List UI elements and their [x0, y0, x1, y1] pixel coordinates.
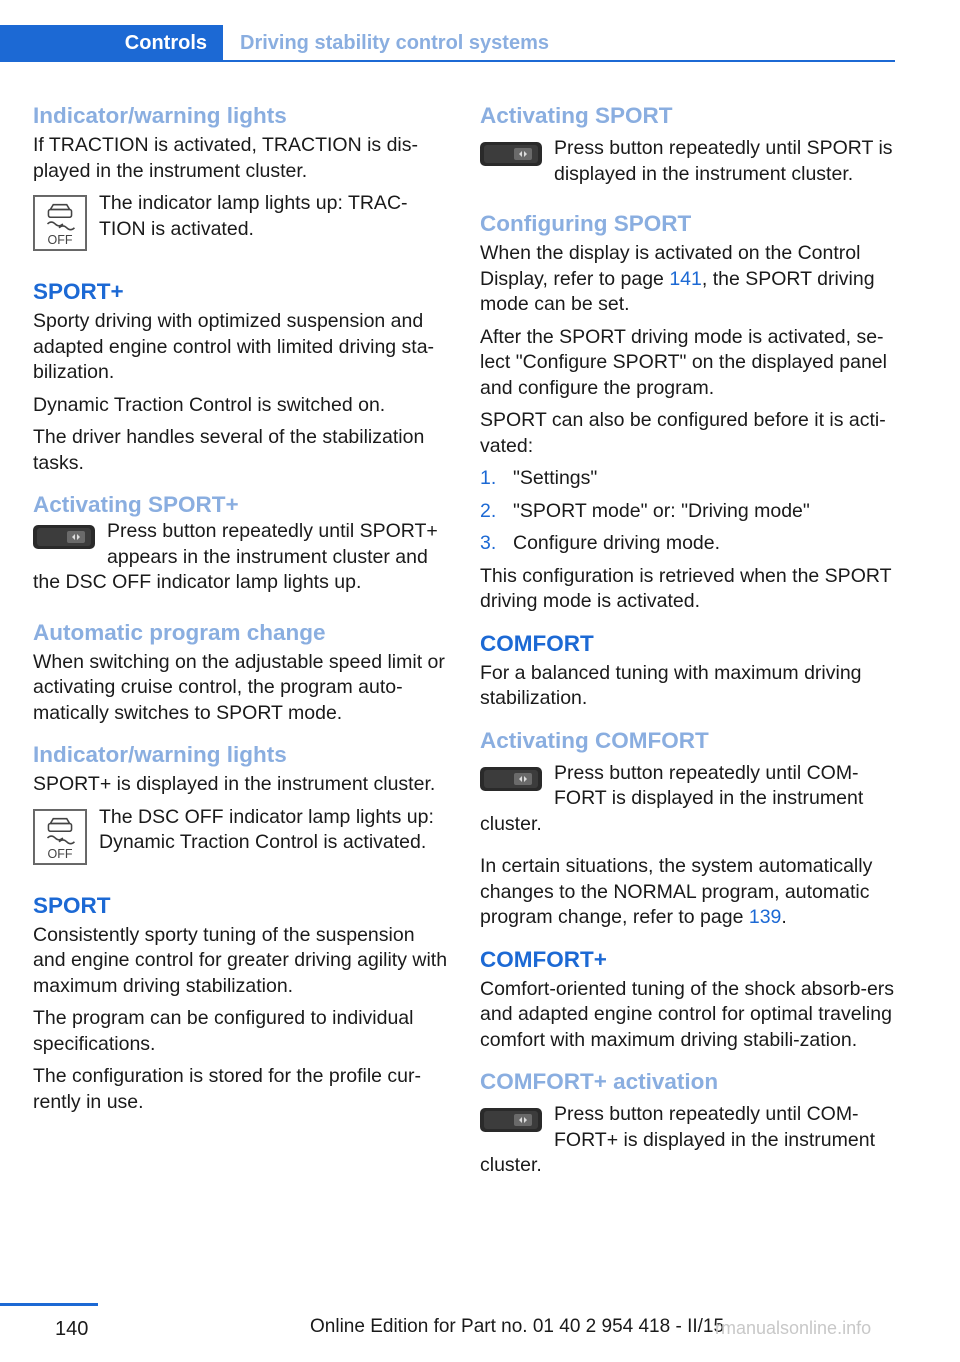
list-item: 3. Configure driving mode.: [480, 532, 721, 554]
footer-rule: [0, 1303, 98, 1306]
paragraph: Press button repeatedly until COM‐FORT+ is displayed in the instrument cluster.: [480, 1103, 875, 1176]
list-item: 2. "SPORT mode" or: "Driving mode": [480, 499, 810, 522]
heading-indicator-lights-1: Indicator/warning lights: [33, 103, 287, 128]
paragraph: Press button repeatedly until COM‐FORT is displayed in the instrument cluster.: [480, 761, 864, 835]
icon-text: OFF: [47, 233, 73, 248]
heading-sport: SPORT: [33, 892, 111, 918]
chapter-title: Driving stability control systems: [240, 32, 549, 54]
driving-experience-switch-icon: [480, 765, 542, 793]
list-item: 1. "Settings": [480, 467, 598, 489]
paragraph: The indicator lamp lights up: TRAC‐TION is activated.: [99, 192, 408, 240]
heading-comfort: COMFORT: [480, 630, 594, 656]
heading-activating-sport-plus: Activating SPORT+: [33, 492, 239, 517]
page-header: [0, 25, 895, 62]
paragraph: When switching on the adjustable speed limit or activating cruise control, the program auto‐matically switches to SPORT mode.: [33, 650, 445, 724]
page-link-141[interactable]: 141: [669, 267, 702, 290]
heading-comfort-plus: COMFORT+: [480, 946, 607, 972]
driving-experience-switch-icon: [480, 1106, 542, 1134]
paragraph: Press button repeatedly until SPORT is displayed in the instrument cluster.: [554, 137, 893, 185]
paragraph: Consistently sporty tuning of the suspension and engine control for greater driving agility with maximum driving stabilization.: [33, 923, 448, 997]
section-tab: Controls: [0, 25, 223, 62]
button-block-comfort: [480, 761, 895, 838]
paragraph: For a balanced tuning with maximum driving stabilization.: [480, 661, 862, 709]
edition-text: Online Edition for Part no. 01 40 2 954 418 - II/15: [310, 1316, 725, 1337]
page-number: 140: [55, 1318, 89, 1340]
dsc-off-indicator-icon: [33, 195, 87, 251]
driving-experience-switch-icon: [33, 523, 95, 551]
paragraph: After the SPORT driving mode is activated, se‐lect "Configure SPORT" on the displayed panel and configure the program.: [480, 325, 887, 399]
icon-text: OFF: [47, 846, 73, 861]
heading-configuring-sport: Configuring SPORT: [480, 211, 692, 236]
paragraph: The DSC OFF indicator lamp lights up: Dynamic Traction Control is activated.: [99, 805, 434, 853]
paragraph: If TRACTION is activated, TRACTION is dis‐played in the instrument cluster.: [33, 134, 419, 182]
page-link-139[interactable]: 139: [748, 906, 782, 928]
paragraph: This configuration is retrieved when the SPORT driving mode is activated.: [480, 564, 892, 612]
paragraph: SPORT+ is displayed in the instrument cluster.: [33, 773, 436, 795]
paragraph: Dynamic Traction Control is switched on.: [33, 393, 386, 416]
dsc-off-indicator-icon: [33, 809, 87, 865]
heading-activating-comfort: Activating COMFORT: [480, 727, 709, 753]
indicator-block-dsc: [33, 805, 448, 869]
heading-automatic-program-change: Automatic program change: [33, 619, 326, 645]
paragraph-normal-page-ref: In certain situations, the system automatically changes to the NORMAL program, automatic program change, refer to page 139.: [480, 855, 873, 928]
paragraph: Press button repeatedly until SPORT+ appears in the instrument cluster and the DSC OFF indicator lamp lights up.: [33, 520, 438, 593]
paragraph: The driver handles several of the stabilization tasks.: [33, 426, 425, 474]
paragraph: The program can be configured to individual specifications.: [33, 1007, 414, 1055]
button-block-comfort-plus: [480, 1102, 895, 1179]
left-column: [33, 102, 448, 1122]
driving-experience-switch-icon: [480, 140, 542, 168]
paragraph: The configuration is stored for the profile cur‐rently in use.: [33, 1065, 422, 1113]
watermark: rmanualsonline.info: [715, 1318, 872, 1338]
paragraph: SPORT can also be configured before it is acti‐vated:: [480, 409, 886, 457]
steps-list: [480, 466, 895, 557]
header-rule: [0, 60, 895, 62]
paragraph: Sporty driving with optimized suspension and adapted engine control with limited driving sta‐bilization.: [33, 310, 435, 383]
heading-indicator-lights-2: Indicator/warning lights: [33, 742, 287, 767]
button-block-sport: [480, 136, 895, 187]
heading-sport-plus: SPORT+: [33, 279, 124, 304]
heading-activating-sport: Activating SPORT: [480, 103, 673, 128]
right-column: [480, 102, 895, 1186]
button-block-sport-plus: [33, 519, 448, 596]
heading-comfort-plus-activation: COMFORT+ activation: [480, 1069, 719, 1094]
paragraph: Comfort-oriented tuning of the shock absorb‐ers and adapted engine control for optimal traveling comfort with maximum driving stabili‐zation.: [480, 977, 895, 1051]
indicator-block-traction: [33, 191, 448, 255]
paragraph-config-page-ref: When the display is activated on the Control Display, refer to page 141, the SPORT driving mode can be set.: [480, 242, 875, 315]
